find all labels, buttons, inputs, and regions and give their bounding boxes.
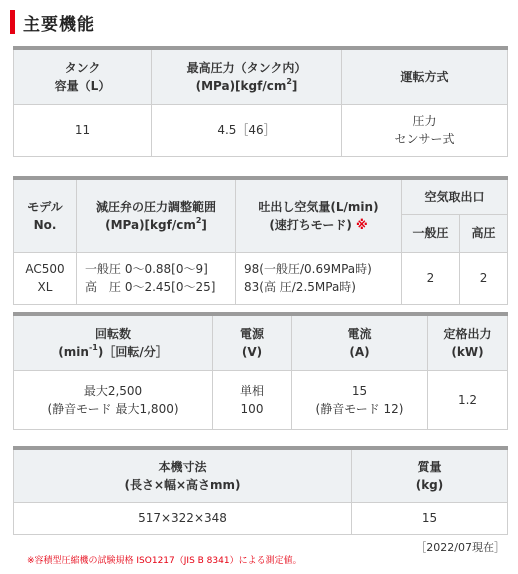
valve-range-header bbox=[77, 178, 236, 252]
mass-header bbox=[352, 448, 508, 502]
high-pressure-header: 高圧 bbox=[460, 214, 508, 252]
current-value-line2: (静音モード 12) bbox=[315, 401, 404, 416]
tank-capacity-header-line2: 容量（L） bbox=[54, 78, 111, 93]
model-no-header bbox=[14, 178, 77, 252]
valve-air-table bbox=[13, 176, 508, 305]
tank-capacity-header-line1: タンク bbox=[64, 60, 101, 75]
dimensions-value: 517×322×348 bbox=[14, 502, 352, 534]
model-no-value-line2: XL bbox=[37, 280, 53, 294]
air-delivery-header-line2 bbox=[236, 216, 401, 234]
rpm-value-line2: (静音モード 最大1,800) bbox=[47, 401, 179, 416]
air-outlet-header: 空気取出口 bbox=[402, 178, 508, 214]
as-of-date: ［2022/07現在］ bbox=[415, 541, 505, 554]
valve-range-header-line2 bbox=[77, 216, 235, 234]
valve-range-unit-close: ] bbox=[201, 217, 207, 232]
power-supply-header-line2: (V) bbox=[241, 344, 263, 359]
section-title: 主要機能 bbox=[23, 14, 95, 35]
rpm-header-line2 bbox=[14, 343, 212, 361]
max-pressure-header-line1: 最高圧力（タンク内） bbox=[186, 60, 307, 75]
rpm-header-line1: 回転数 bbox=[94, 326, 131, 341]
general-outlet-count: 2 bbox=[402, 252, 460, 304]
valve-range-general: 一般圧 0～0.88[0～9] bbox=[85, 262, 208, 276]
valve-range-value bbox=[77, 252, 236, 304]
rated-output-header-line1: 定格出力 bbox=[443, 326, 492, 341]
air-delivery-mode-label: (速打ちモード) bbox=[269, 217, 352, 232]
operation-mode-header-label: 運転方式 bbox=[400, 69, 449, 84]
power-supply-value-line2: 100 bbox=[240, 401, 264, 416]
dimensions-header-line1: 本機寸法 bbox=[158, 459, 207, 474]
current-header-line1: 電流 bbox=[347, 326, 372, 341]
power-supply-header bbox=[213, 314, 292, 370]
air-delivery-general: 98(一般圧/0.69MPa時) bbox=[244, 262, 372, 276]
model-no-header-line2: No. bbox=[33, 217, 57, 232]
high-outlet-count: 2 bbox=[460, 252, 508, 304]
air-delivery-high: 83(高 圧/2.5MPa時) bbox=[244, 280, 356, 294]
dimensions-header-line2: (長さ×幅×高さmm) bbox=[124, 477, 241, 492]
max-pressure-unit: (MPa)[kgf/cm bbox=[195, 78, 287, 93]
operation-mode-header bbox=[342, 48, 508, 104]
operation-mode-value-line1: 圧力 bbox=[412, 114, 437, 128]
tank-capacity-value: 11 bbox=[14, 104, 152, 156]
valve-range-unit-sup: 2 bbox=[195, 215, 202, 225]
operation-mode-value-line2: センサー式 bbox=[394, 132, 455, 146]
air-delivery-header-line1: 吐出し空気量(L/min) bbox=[258, 199, 379, 214]
section-heading bbox=[10, 10, 95, 34]
model-no-value-line1: AC500 bbox=[25, 262, 65, 276]
general-pressure-header: 一般圧 bbox=[402, 214, 460, 252]
footnote-text: ※容積型圧縮機の試験規格 ISO1217（JIS B 8341）による測定値。 bbox=[27, 556, 302, 566]
tank-spec-table bbox=[13, 46, 508, 157]
max-pressure-unit-close: ] bbox=[291, 78, 298, 93]
rated-output-value: 1.2 bbox=[428, 370, 508, 429]
rated-output-header-line2: (kW) bbox=[451, 344, 484, 359]
current-value-line1: 15 bbox=[351, 383, 368, 398]
mass-header-line2: (kg) bbox=[415, 477, 444, 492]
rpm-header bbox=[14, 314, 213, 370]
power-supply-value bbox=[213, 370, 292, 429]
valve-range-header-line1: 減圧弁の圧力調整範囲 bbox=[95, 199, 216, 214]
mass-value: 15 bbox=[352, 502, 508, 534]
current-value bbox=[292, 370, 428, 429]
operation-mode-value bbox=[342, 104, 508, 156]
motor-spec-table bbox=[13, 312, 508, 430]
model-no-header-line1: モデル bbox=[27, 199, 63, 214]
max-pressure-unit-sup: 2 bbox=[286, 76, 292, 86]
current-header-line2: (A) bbox=[349, 344, 370, 359]
valve-range-unit: (MPa)[kgf/cm bbox=[105, 217, 196, 232]
power-supply-value-line1: 単相 bbox=[239, 383, 264, 398]
current-header bbox=[292, 314, 428, 370]
rpm-unit-sup: -1 bbox=[88, 342, 98, 352]
air-delivery-value bbox=[236, 252, 402, 304]
tank-capacity-header bbox=[14, 48, 152, 104]
max-pressure-header bbox=[152, 48, 342, 104]
rpm-value bbox=[14, 370, 213, 429]
heading-accent-bar bbox=[10, 10, 15, 34]
dimensions-header bbox=[14, 448, 352, 502]
rated-output-header bbox=[428, 314, 508, 370]
max-pressure-value: 4.5［46］ bbox=[152, 104, 342, 156]
footnote-mark: ※ bbox=[356, 217, 368, 232]
max-pressure-header-line2 bbox=[152, 77, 341, 95]
rpm-unit-close: )［回転/分］ bbox=[97, 344, 168, 359]
power-supply-header-line1: 電源 bbox=[239, 326, 264, 341]
model-no-value bbox=[14, 252, 77, 304]
rpm-value-line1: 最大2,500 bbox=[83, 383, 143, 398]
rpm-unit: (min bbox=[58, 344, 89, 359]
valve-range-high: 高 圧 0～2.45[0～25] bbox=[85, 280, 216, 294]
air-delivery-header bbox=[236, 178, 402, 252]
dimensions-table bbox=[13, 446, 508, 535]
mass-header-line1: 質量 bbox=[417, 459, 442, 474]
